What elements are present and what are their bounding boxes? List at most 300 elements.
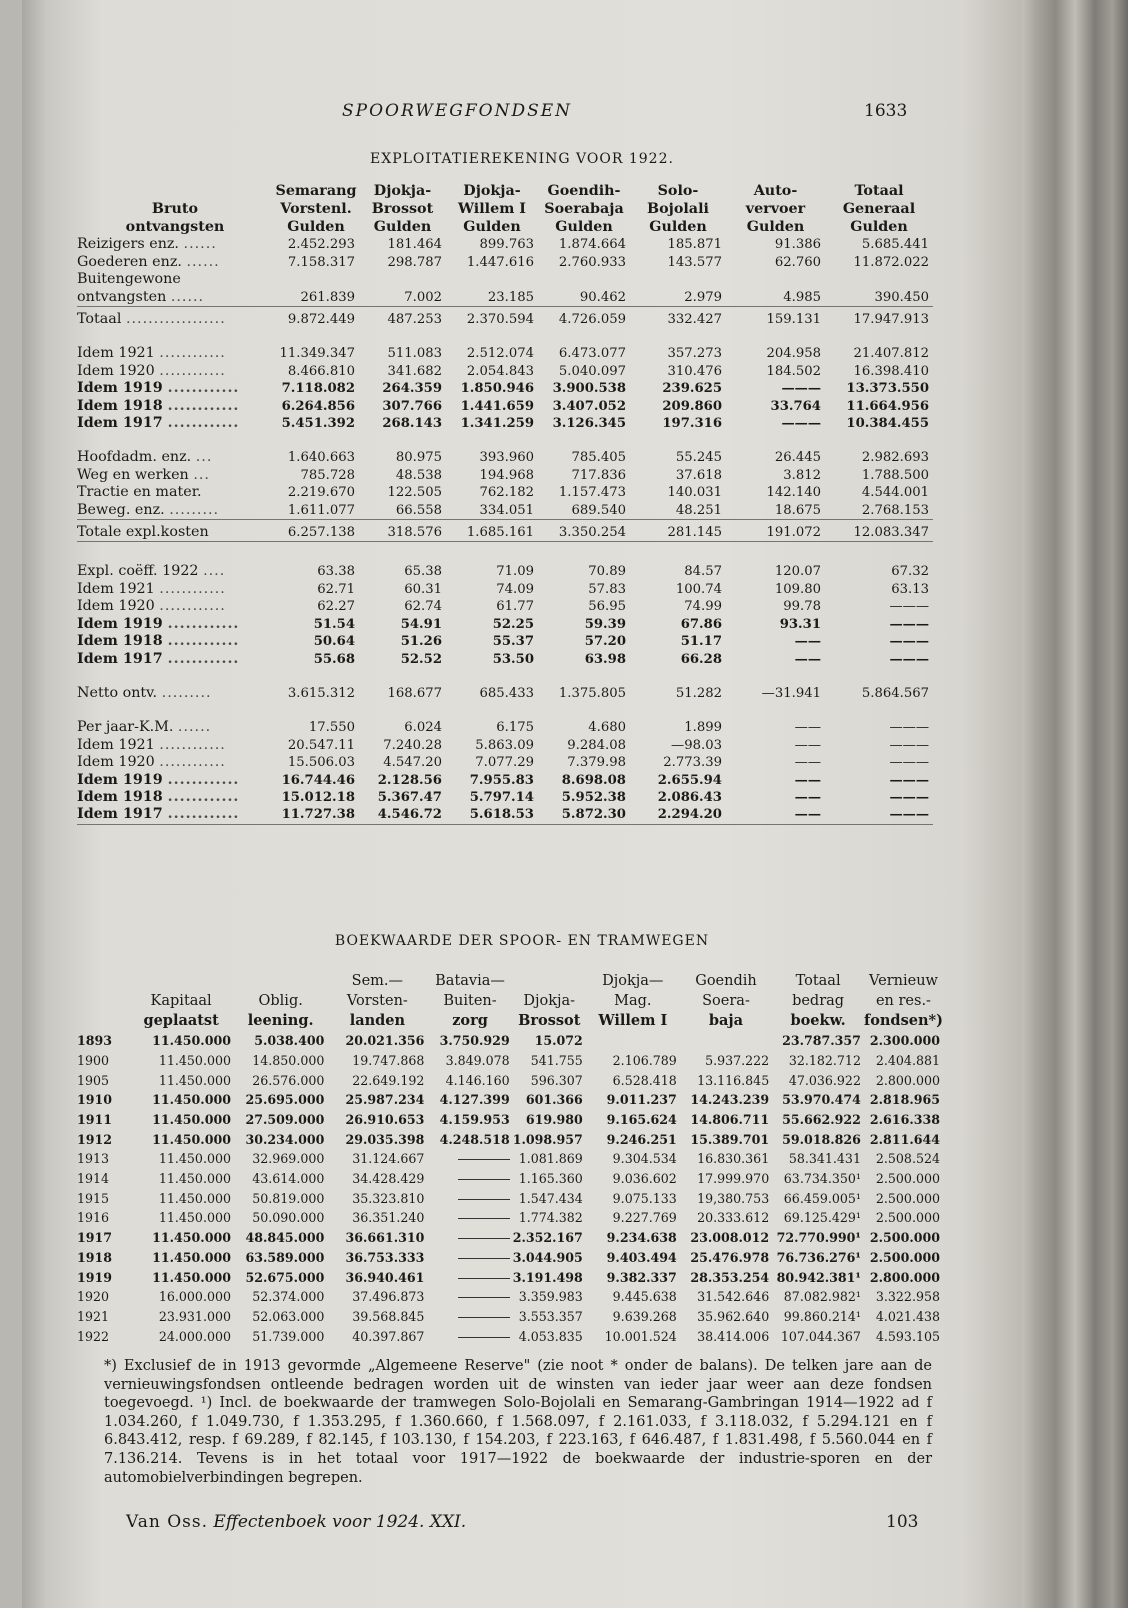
table-row bbox=[77, 1051, 943, 1071]
table-cell: 9.445.638 bbox=[612, 1289, 677, 1305]
table-cell: 25.476.978 bbox=[690, 1249, 770, 1265]
year-header bbox=[77, 1011, 128, 1031]
table-cell: 5.685.441 bbox=[861, 237, 929, 253]
table-cell: 1.341.259 bbox=[460, 416, 534, 432]
table-cell: 9.036.602 bbox=[612, 1171, 677, 1187]
table-row bbox=[77, 772, 933, 789]
column-header: fondsen*) bbox=[863, 1012, 943, 1030]
table-row bbox=[77, 289, 933, 307]
table-cell: 55.68 bbox=[313, 651, 355, 667]
table-cell: 23.008.012 bbox=[690, 1230, 770, 1246]
column-header bbox=[513, 972, 586, 992]
table-cell: 310.476 bbox=[667, 363, 722, 379]
table-cell: 601.366 bbox=[525, 1092, 583, 1108]
table-cell bbox=[726, 271, 825, 288]
table-row bbox=[77, 524, 933, 542]
table-cell: 1.850.946 bbox=[460, 381, 534, 397]
table-cell: ——— bbox=[889, 772, 929, 788]
row-label bbox=[77, 449, 273, 466]
table-cell: 122.505 bbox=[387, 485, 442, 501]
table-cell: 11.450.000 bbox=[158, 1190, 231, 1206]
table-cell: 1.098.957 bbox=[512, 1131, 583, 1147]
column-header: Bojolali bbox=[647, 200, 709, 217]
table-cell: —— bbox=[794, 807, 821, 823]
table-cell: 261.839 bbox=[300, 289, 355, 305]
table-cell: 2.500.000 bbox=[875, 1171, 940, 1187]
table-cell: 191.072 bbox=[766, 525, 821, 541]
row-label-text: Idem 1920 bbox=[77, 598, 155, 615]
table-cell: ——— bbox=[781, 416, 821, 432]
table-cell: 1.441.659 bbox=[460, 398, 534, 414]
row-label-text: Totale expl.kosten bbox=[77, 524, 209, 541]
table-cell: 66.459.005¹ bbox=[783, 1190, 861, 1206]
footer-author: Van Oss. bbox=[126, 1512, 208, 1532]
table-cell: 17.550 bbox=[308, 720, 355, 736]
column-header: Gulden bbox=[287, 218, 345, 235]
table-cell: 4.726.059 bbox=[558, 312, 626, 328]
table-cell: 4.021.438 bbox=[875, 1308, 940, 1324]
table-cell: 2.800.000 bbox=[875, 1072, 940, 1088]
table-cell: ——— bbox=[889, 755, 929, 771]
column-header: baja bbox=[708, 1012, 744, 1030]
dash-rule bbox=[458, 1317, 510, 1318]
leader-dots: ............ bbox=[159, 598, 226, 615]
table-row bbox=[77, 345, 933, 362]
table-cell: 87.082.982¹ bbox=[783, 1289, 861, 1305]
table-cell: 1.157.473 bbox=[558, 485, 626, 501]
exploitatie-header-row bbox=[77, 183, 933, 201]
table-row bbox=[77, 598, 933, 615]
dash-cell bbox=[427, 1169, 512, 1189]
leader-dots: ............ bbox=[167, 380, 240, 397]
table-cell: 6.024 bbox=[404, 720, 442, 736]
row-label bbox=[77, 289, 273, 307]
running-header bbox=[22, 101, 1022, 125]
table-cell: 80.942.381¹ bbox=[776, 1269, 861, 1285]
table-cell: 785.405 bbox=[571, 450, 626, 466]
table-cell: 23.931.000 bbox=[158, 1308, 231, 1324]
table-cell: 168.677 bbox=[387, 685, 442, 701]
dash-cell bbox=[427, 1248, 512, 1268]
exploitatie-header-row bbox=[77, 201, 933, 219]
row-label-text: Totaal bbox=[77, 311, 122, 328]
column-header: Kapitaal bbox=[150, 992, 212, 1009]
table-cell: 2.800.000 bbox=[869, 1269, 940, 1285]
table-cell: 33.764 bbox=[770, 398, 821, 414]
table-cell: 4.547.20 bbox=[383, 755, 442, 771]
table-cell: 20.021.356 bbox=[345, 1033, 425, 1049]
table-cell: 36.753.333 bbox=[345, 1249, 425, 1265]
table-cell bbox=[273, 271, 359, 288]
row-label bbox=[77, 380, 273, 397]
year-cell: 1918 bbox=[77, 1249, 113, 1265]
table-cell: 10.384.455 bbox=[846, 416, 929, 432]
table-cell: 67.32 bbox=[891, 564, 929, 580]
year-cell: 1919 bbox=[77, 1269, 113, 1285]
table-cell: 38.414.006 bbox=[697, 1328, 770, 1344]
table-cell: ——— bbox=[889, 720, 929, 736]
table-cell: ——— bbox=[889, 789, 929, 805]
table-cell: 393.960 bbox=[479, 450, 534, 466]
table-cell: 11.450.000 bbox=[152, 1033, 231, 1049]
table-cell bbox=[359, 271, 446, 288]
table-cell: 51.739.000 bbox=[252, 1328, 325, 1344]
table-cell: —— bbox=[794, 772, 821, 788]
column-header: en res.- bbox=[875, 992, 931, 1009]
table-cell: 159.131 bbox=[766, 312, 821, 328]
table-cell: 142.140 bbox=[766, 485, 821, 501]
table-cell: 15.072 bbox=[534, 1033, 583, 1049]
table-cell: 8.466.810 bbox=[287, 363, 355, 379]
table-cell: 40.397.867 bbox=[352, 1328, 425, 1344]
table-cell: 19,380.753 bbox=[697, 1190, 770, 1206]
table-cell: 4.248.518 bbox=[439, 1131, 510, 1147]
dash-cell bbox=[427, 1228, 512, 1248]
spacer-row bbox=[77, 824, 933, 829]
table-cell: 48.845.000 bbox=[245, 1230, 325, 1246]
year-cell: 1914 bbox=[77, 1171, 110, 1187]
table-cell: 11.872.022 bbox=[853, 254, 929, 270]
table-cell: 16.830.361 bbox=[697, 1151, 770, 1167]
table-cell bbox=[825, 271, 933, 288]
page-footer bbox=[126, 1512, 919, 1532]
table-cell: 11.450.000 bbox=[152, 1249, 231, 1265]
column-header: Buiten- bbox=[443, 992, 497, 1009]
table-cell: 2.982.693 bbox=[861, 450, 929, 466]
table-cell: 341.682 bbox=[387, 363, 442, 379]
table-cell: 43.614.000 bbox=[252, 1171, 325, 1187]
footer-book-title: Effectenboek voor 1924. bbox=[213, 1512, 425, 1532]
column-header: Semarang bbox=[275, 183, 357, 199]
table-cell: 28.353.254 bbox=[690, 1269, 770, 1285]
table-cell: 9.234.638 bbox=[606, 1230, 677, 1246]
row-label-text: Idem 1917 bbox=[77, 806, 163, 823]
table-cell: 65.38 bbox=[404, 564, 442, 580]
leader-dots: .... bbox=[203, 563, 226, 580]
table-row bbox=[77, 311, 933, 328]
table-cell: 2.219.670 bbox=[287, 485, 355, 501]
row-label-text: Idem 1921 bbox=[77, 580, 155, 597]
table-cell: 59.018.826 bbox=[782, 1131, 861, 1147]
table-cell: 54.91 bbox=[400, 616, 442, 632]
table-cell bbox=[446, 271, 538, 288]
table-cell: 47.036.922 bbox=[788, 1072, 861, 1088]
table-cell: 76.736.276¹ bbox=[776, 1249, 861, 1265]
year-cell: 1916 bbox=[77, 1210, 110, 1226]
table-row bbox=[77, 398, 933, 415]
row-label-text: Hoofdadm. enz. bbox=[77, 449, 192, 466]
column-header: Willem I bbox=[458, 200, 526, 217]
page-number: 1633 bbox=[864, 101, 908, 121]
dash-rule bbox=[458, 1238, 510, 1239]
table-cell: 58.341.431 bbox=[788, 1151, 861, 1167]
table-cell: 37.618 bbox=[675, 467, 722, 483]
table-cell: 1.611.077 bbox=[287, 502, 355, 518]
table-row bbox=[77, 1169, 943, 1189]
running-title: SPOORWEGFONDSEN bbox=[342, 101, 573, 121]
table-cell: 9.382.337 bbox=[606, 1269, 677, 1285]
exploitatie-title: EXPLOITATIEREKENING VOOR 1922. bbox=[370, 151, 674, 167]
dash-rule bbox=[458, 1218, 510, 1219]
table-cell: 9.284.08 bbox=[567, 737, 626, 753]
table-row bbox=[77, 1307, 943, 1327]
row-label-text: Idem 1921 bbox=[77, 345, 155, 362]
row-label-text: Per jaar-K.M. bbox=[77, 719, 174, 736]
table-cell: 51.282 bbox=[675, 685, 722, 701]
table-row bbox=[77, 1208, 943, 1228]
dash-cell bbox=[427, 1208, 512, 1228]
dash-cell bbox=[427, 1268, 512, 1288]
table-cell: 298.787 bbox=[387, 254, 442, 270]
boekwaarde-header-row bbox=[77, 972, 943, 992]
table-cell: 80.975 bbox=[395, 450, 442, 466]
table-cell: 20.333.612 bbox=[697, 1210, 770, 1226]
table-row bbox=[77, 737, 933, 754]
column-header: Gulden bbox=[373, 218, 432, 235]
table-row bbox=[77, 581, 933, 598]
year-cell: 1913 bbox=[77, 1151, 110, 1167]
table-cell: 5.864.567 bbox=[861, 685, 929, 701]
table-cell: 14.243.239 bbox=[690, 1092, 770, 1108]
table-cell: 61.77 bbox=[496, 599, 534, 615]
column-header: Djokja- bbox=[463, 183, 521, 199]
table-cell: 5.451.392 bbox=[281, 416, 355, 432]
table-cell: 6.528.418 bbox=[612, 1072, 677, 1088]
table-cell: 3.407.052 bbox=[552, 398, 626, 414]
spacer-row bbox=[77, 702, 933, 719]
table-cell: 11.664.956 bbox=[846, 398, 929, 414]
table-cell: 685.433 bbox=[479, 685, 534, 701]
row-label-text: Idem 1919 bbox=[77, 771, 163, 788]
leader-dots: ............ bbox=[167, 633, 240, 650]
leader-dots: ......... bbox=[169, 501, 220, 518]
table-cell: 9.165.624 bbox=[606, 1111, 677, 1127]
table-cell: 50.64 bbox=[313, 634, 355, 650]
leader-dots: ...... bbox=[170, 288, 205, 305]
table-cell: 2.512.074 bbox=[466, 346, 534, 362]
table-cell: 2.616.338 bbox=[869, 1111, 940, 1127]
column-header: Gulden bbox=[850, 218, 908, 235]
table-cell: 107.044.367 bbox=[780, 1328, 861, 1344]
table-cell: 3.812 bbox=[783, 467, 821, 483]
table-cell: 185.871 bbox=[667, 237, 722, 253]
table-cell: 9.227.769 bbox=[612, 1210, 677, 1226]
table-cell: 52.374.000 bbox=[252, 1289, 325, 1305]
row-label bbox=[77, 467, 273, 484]
row-label bbox=[77, 789, 273, 806]
table-cell: 209.860 bbox=[662, 398, 722, 414]
table-cell: 11.450.000 bbox=[152, 1230, 231, 1246]
row-label-text: Netto ontv. bbox=[77, 684, 158, 701]
year-header bbox=[77, 972, 128, 992]
row-label bbox=[77, 415, 273, 432]
row-label bbox=[77, 363, 273, 380]
table-cell: 37.496.873 bbox=[352, 1289, 425, 1305]
table-cell: 36.351.240 bbox=[352, 1210, 425, 1226]
leader-dots: ............ bbox=[159, 736, 226, 753]
column-header: Willem I bbox=[598, 1012, 668, 1030]
row-label bbox=[77, 616, 273, 633]
leader-dots: ...... bbox=[183, 236, 217, 253]
footnote: *) Exclusief de in 1913 gevormde „Algemeene Reserve" (zie noot * onder de balans). De telken jare aan de vernieuwingsfondsen ontleende bedragen worden uit de winsten van ieder jaar weer aan deze fondsen toegevoegd. ¹) Incl. de boekwaarde der tramwegen Solo-Bojolali en Semarang-Gambringan 1914—1922 ad f 1.034.260, f 1.049.730, f 1.353.295, f 1.360.660, f 1.568.097, f 2.161.033, f 3.118.032, f 5.294.121 en f 6.843.412, resp. f 69.289, f 82.145, f 103.130, f 154.203, f 223.163, f 646.487, f 1.831.498, f 5.560.044 en f 7.136.214. Tevens is in het totaal voor 1917—1922 de boekwaarde der industrie-sporen en der automobielverbindingen begrepen. bbox=[104, 1358, 932, 1486]
table-cell: —— bbox=[794, 720, 821, 736]
column-header: boekw. bbox=[790, 1012, 846, 1030]
table-cell: 16.744.46 bbox=[281, 772, 355, 788]
table-cell: 7.077.29 bbox=[475, 755, 534, 771]
table-cell: 1.788.500 bbox=[861, 467, 929, 483]
table-cell: 100.74 bbox=[675, 581, 722, 597]
table-cell: 197.316 bbox=[662, 416, 722, 432]
year-cell: 1912 bbox=[77, 1131, 113, 1147]
table-cell: 11.450.000 bbox=[152, 1111, 231, 1127]
leader-dots: ............ bbox=[167, 397, 240, 414]
table-cell: 23.787.357 bbox=[782, 1033, 861, 1049]
row-label bbox=[77, 806, 273, 824]
table-cell: 2.370.594 bbox=[466, 312, 534, 328]
year-cell: 1922 bbox=[77, 1328, 110, 1344]
table-row bbox=[77, 719, 933, 736]
leader-dots: ............ bbox=[159, 345, 226, 362]
table-row bbox=[77, 651, 933, 668]
column-header: Goendih bbox=[695, 973, 757, 989]
table-cell: 3.191.498 bbox=[512, 1269, 583, 1285]
table-cell: 63.589.000 bbox=[245, 1249, 325, 1265]
table-cell: 13.373.550 bbox=[846, 381, 929, 397]
table-cell: 74.09 bbox=[496, 581, 534, 597]
table-cell: 66.558 bbox=[395, 502, 442, 518]
table-cell: 390.450 bbox=[874, 289, 929, 305]
row-label-text: Idem 1918 bbox=[77, 397, 163, 414]
table-cell: 3.615.312 bbox=[287, 685, 355, 701]
table-row bbox=[77, 1228, 943, 1248]
book-page bbox=[22, 0, 1022, 1608]
dash-cell bbox=[427, 1189, 512, 1209]
table-cell: 717.836 bbox=[571, 467, 626, 483]
table-cell: 51.26 bbox=[400, 634, 442, 650]
leader-dots: ...... bbox=[177, 719, 212, 736]
table-row bbox=[77, 1287, 943, 1307]
table-cell: 2.979 bbox=[684, 289, 722, 305]
table-cell: 4.593.105 bbox=[875, 1328, 940, 1344]
column-header: Batavia— bbox=[435, 973, 505, 989]
row-label-text: Buitengewone bbox=[77, 271, 181, 288]
table-cell: 9.403.494 bbox=[606, 1249, 677, 1265]
table-cell: 332.427 bbox=[667, 312, 722, 328]
column-header: Djokja— bbox=[602, 973, 664, 989]
dash-rule bbox=[458, 1159, 510, 1160]
year-cell: 1921 bbox=[77, 1308, 110, 1324]
table-cell: 10.001.524 bbox=[604, 1328, 677, 1344]
exploitatie-header-row bbox=[77, 219, 933, 237]
table-row bbox=[77, 1110, 943, 1130]
table-cell: 35.323.810 bbox=[352, 1190, 425, 1206]
row-label bbox=[77, 398, 273, 415]
row-label-text: Tractie en mater. bbox=[77, 484, 202, 501]
leader-dots: ............ bbox=[167, 806, 240, 823]
spacer-row bbox=[77, 668, 933, 685]
dash-cell bbox=[427, 1149, 512, 1169]
table-cell: 8.698.08 bbox=[561, 772, 626, 788]
leader-dots: ... bbox=[195, 449, 213, 466]
table-cell: 15.506.03 bbox=[287, 755, 355, 771]
table-cell: 99.78 bbox=[783, 599, 821, 615]
table-cell: 11.450.000 bbox=[158, 1052, 231, 1068]
row-label-text: Idem 1921 bbox=[77, 736, 155, 753]
dash-cell bbox=[427, 1287, 512, 1307]
table-cell: 17.947.913 bbox=[853, 312, 929, 328]
table-cell: 2.773.39 bbox=[663, 755, 722, 771]
column-header: Totaal bbox=[795, 973, 841, 989]
dash-rule bbox=[458, 1258, 510, 1259]
year-cell: 1893 bbox=[77, 1033, 113, 1049]
column-header: Totaal bbox=[854, 183, 904, 199]
row-label bbox=[77, 685, 273, 702]
spacer-row bbox=[77, 432, 933, 449]
table-cell: 318.576 bbox=[387, 525, 442, 541]
row-label-text: ontvangsten bbox=[77, 288, 167, 305]
table-cell: 3.553.357 bbox=[518, 1308, 583, 1324]
leader-dots: ... bbox=[193, 466, 210, 483]
table-cell: 3.044.905 bbox=[512, 1249, 583, 1265]
leader-dots: ......... bbox=[161, 684, 212, 701]
table-row bbox=[77, 1248, 943, 1268]
table-cell: 55.245 bbox=[675, 450, 722, 466]
row-label-text: Expl. coëff. 1922 bbox=[77, 563, 199, 580]
year-cell: 1917 bbox=[77, 1230, 113, 1246]
table-cell: 7.240.28 bbox=[383, 737, 442, 753]
table-cell: 11.450.000 bbox=[158, 1171, 231, 1187]
table-cell: 48.538 bbox=[395, 467, 442, 483]
table-cell: 2.404.881 bbox=[875, 1052, 940, 1068]
table-cell: 62.74 bbox=[404, 599, 442, 615]
table-row bbox=[77, 685, 933, 702]
table-cell: 596.307 bbox=[530, 1072, 583, 1088]
table-row bbox=[77, 236, 933, 253]
table-cell: 2.655.94 bbox=[657, 772, 722, 788]
row-label-text: Goederen enz. bbox=[77, 253, 182, 270]
table-cell: 90.462 bbox=[579, 289, 626, 305]
exploitatie-table bbox=[77, 183, 933, 829]
table-cell: 93.31 bbox=[779, 616, 821, 632]
table-cell: 511.083 bbox=[387, 346, 442, 362]
leader-dots: .................. bbox=[125, 311, 226, 328]
column-header: Generaal bbox=[842, 200, 916, 217]
table-row bbox=[77, 502, 933, 520]
table-row bbox=[77, 1189, 943, 1209]
table-row bbox=[77, 1268, 943, 1288]
table-cell: 5.872.30 bbox=[561, 807, 626, 823]
table-cell: 194.968 bbox=[479, 467, 534, 483]
table-cell: —98.03 bbox=[671, 737, 722, 753]
table-cell: —— bbox=[794, 634, 821, 650]
table-cell bbox=[586, 1031, 680, 1051]
table-cell: 5.797.14 bbox=[469, 789, 534, 805]
row-label-text: Weg en werken bbox=[77, 466, 189, 483]
table-cell: 11.450.000 bbox=[152, 1131, 231, 1147]
table-row bbox=[77, 271, 933, 288]
table-cell: 36.661.310 bbox=[345, 1230, 425, 1246]
table-row bbox=[77, 633, 933, 650]
table-cell: —— bbox=[794, 651, 821, 667]
boekwaarde-header-row bbox=[77, 992, 943, 1012]
table-cell: 66.28 bbox=[680, 651, 722, 667]
table-cell: 57.20 bbox=[584, 634, 626, 650]
row-label bbox=[77, 271, 273, 288]
table-cell: 4.680 bbox=[588, 720, 626, 736]
table-row bbox=[77, 1071, 943, 1091]
column-header: Gulden bbox=[555, 218, 613, 235]
table-cell: 60.31 bbox=[404, 581, 442, 597]
